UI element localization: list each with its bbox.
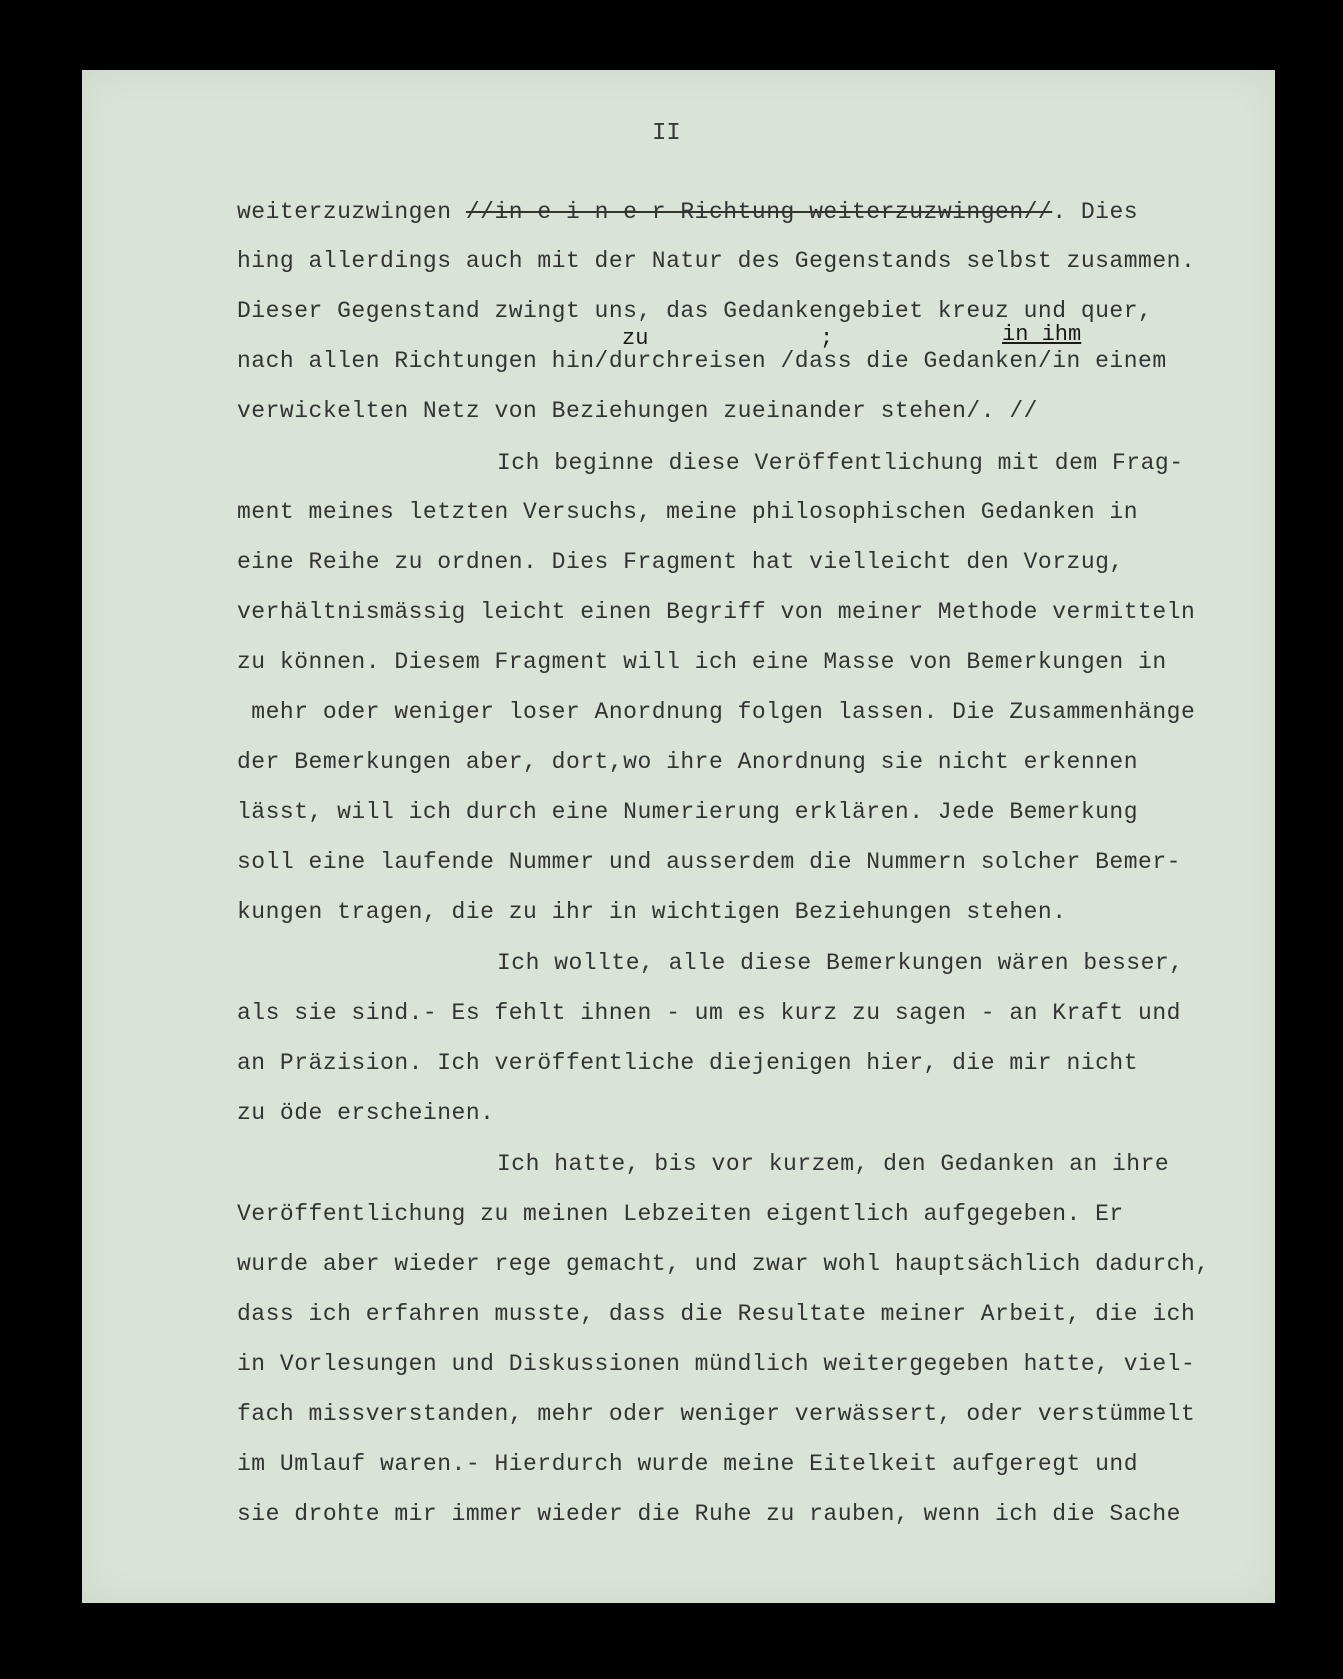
text-line-15: kungen tragen, die zu ihr in wichtigen Beziehungen stehen. [237, 899, 1067, 925]
text-line-10: zu können. Diesem Fragment will ich eine Masse von Bemerkungen in [237, 649, 1167, 675]
text-line-21: Veröffentlichung zu meinen Lebzeiten eigentlich aufgegeben. Er [237, 1201, 1124, 1227]
text-line-13: lässt, will ich durch eine Numerierung erklären. Jede Bemerkung [237, 799, 1139, 825]
line-1-post: . Dies [1052, 199, 1139, 225]
text-line-11: mehr oder weniger loser Anordnung folgen lassen. Die Zusammenhänge [237, 699, 1196, 725]
text-line-27: sie drohte mir immer wieder die Ruhe zu rauben, wenn ich die Sache [237, 1501, 1181, 1527]
text-line-2: hing allerdings auch mit der Natur des Gegenstands selbst zusammen. [237, 248, 1196, 274]
text-line-14: soll eine laufende Nummer und ausserdem die Nummern solcher Bemer- [237, 849, 1181, 875]
text-line-5: verwickelten Netz von Beziehungen zueinander stehen/. // [237, 398, 1038, 424]
text-line-3: Dieser Gegenstand zwingt uns, das Gedankengebiet kreuz und quer, [237, 298, 1153, 324]
text-line-18: an Präzision. Ich veröffentliche diejenigen hier, die mir nicht [237, 1050, 1139, 1076]
text-line-19: zu öde erscheinen. [237, 1100, 495, 1126]
insertion-semicolon: ; [820, 326, 834, 351]
text-line-6: Ich beginne diese Veröffentlichung mit dem Frag- [497, 450, 1184, 476]
page-number: II [652, 120, 681, 147]
text-line-7: ment meines letzten Versuchs, meine philosophischen Gedanken in [237, 499, 1139, 525]
text-line-26: im Umlauf waren.- Hierdurch wurde meine Eitelkeit aufgeregt und [237, 1451, 1139, 1477]
text-line-22: wurde aber wieder rege gemacht, und zwar wohl hauptsächlich dadurch, [237, 1251, 1210, 1277]
text-line-24: in Vorlesungen und Diskussionen mündlich weitergegeben hatte, viel- [237, 1351, 1196, 1377]
text-line-4: nach allen Richtungen hin/durchreisen /dass die Gedanken/in einem [237, 348, 1167, 374]
text-line-1 [237, 197, 1138, 227]
text-line-8: eine Reihe zu ordnen. Dies Fragment hat vielleicht den Vorzug, [237, 549, 1124, 575]
struck-passage: //in e i n e r Richtung weiterzuzwingen// [465, 199, 1053, 225]
line-1-pre: weiterzuzwingen [237, 199, 466, 225]
text-line-12: der Bemerkungen aber, dort,wo ihre Anordnung sie nicht erkennen [237, 749, 1139, 775]
text-line-9: verhältnismässig leicht einen Begriff von meiner Methode vermitteln [237, 599, 1196, 625]
insertion-in-ihm: in ihm [1002, 322, 1082, 347]
text-line-16: Ich wollte, alle diese Bemerkungen wären besser, [497, 950, 1184, 976]
text-line-25: fach missverstanden, mehr oder weniger verwässert, oder verstümmelt [237, 1401, 1196, 1427]
text-line-17: als sie sind.- Es fehlt ihnen - um es kurz zu sagen - an Kraft und [237, 1000, 1181, 1026]
text-line-20: Ich hatte, bis vor kurzem, den Gedanken an ihre [497, 1151, 1170, 1177]
text-line-23: dass ich erfahren musste, dass die Resultate meiner Arbeit, die ich [237, 1301, 1196, 1327]
insertion-zu: zu [622, 326, 649, 351]
